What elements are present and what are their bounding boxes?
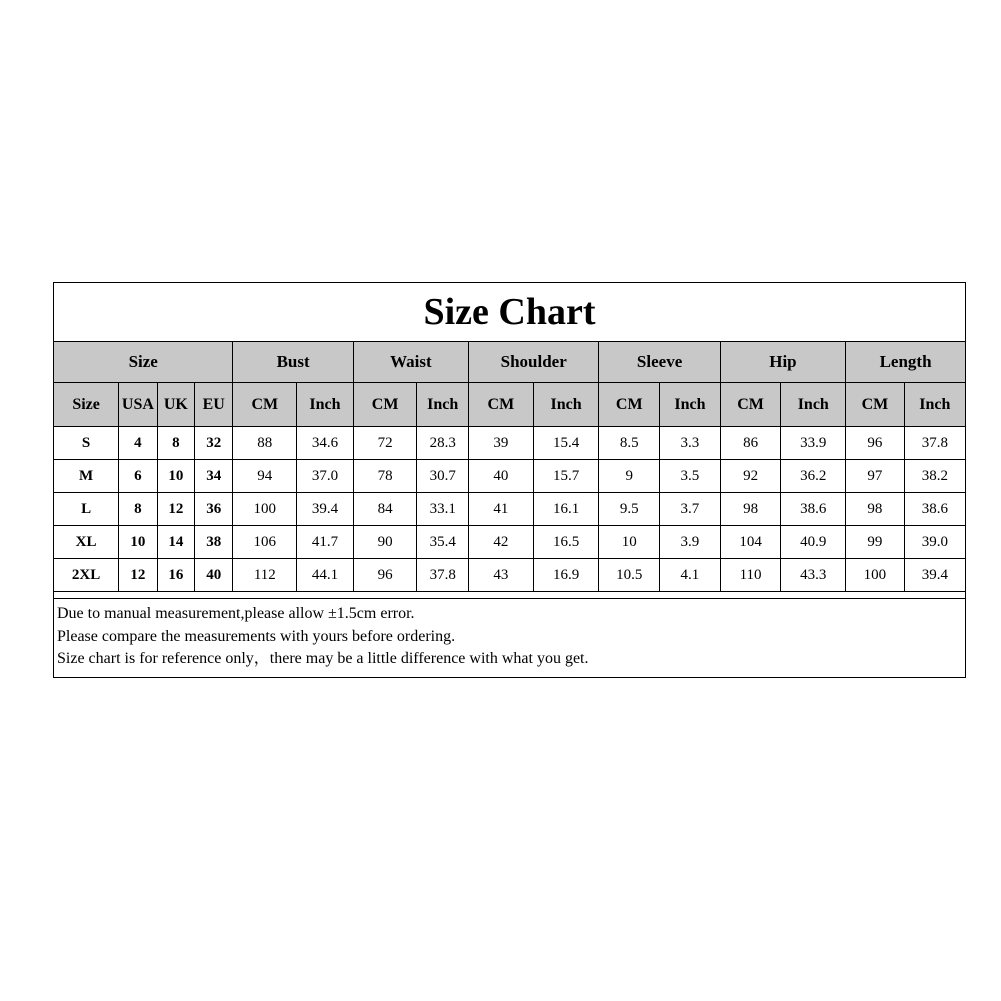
table-cell: 94 [233,460,297,493]
table-cell: 98 [720,493,781,526]
group-header-hip: Hip [720,342,845,383]
table-cell: 40.9 [781,526,846,559]
table-cell: M [54,460,119,493]
table-row [54,460,965,493]
table-cell: 78 [353,460,417,493]
table-cell: 100 [846,559,905,592]
group-header-shoulder: Shoulder [469,342,599,383]
table-cell: 99 [846,526,905,559]
sub-header: Inch [297,383,354,427]
table-cell: 28.3 [417,427,469,460]
note-line: Due to manual measurement,please allow ±1.5cm error. [57,605,415,622]
table-cell: 36.2 [781,460,846,493]
table-cell: 10 [157,460,194,493]
table-cell: 42 [469,526,534,559]
table-cell: 30.7 [417,460,469,493]
chart-title: Size Chart [54,283,965,342]
table-cell: 90 [353,526,417,559]
table-cell: 8 [157,427,194,460]
notes-block [54,598,965,677]
table-cell: 16.9 [533,559,599,592]
table-cell: 33.1 [417,493,469,526]
table-cell: 6 [119,460,157,493]
table-cell: L [54,493,119,526]
table-cell: 10 [599,526,660,559]
sub-header: Inch [533,383,599,427]
table-cell: 37.0 [297,460,354,493]
sub-header: CM [233,383,297,427]
table-cell: 39.0 [904,526,965,559]
table-cell: 40 [195,559,233,592]
table-row [54,427,965,460]
sub-header: USA [119,383,157,427]
size-table [54,342,965,592]
table-cell: XL [54,526,119,559]
table-cell: 10.5 [599,559,660,592]
table-row [54,493,965,526]
table-cell: 40 [469,460,534,493]
sub-header: Inch [660,383,721,427]
table-cell: 9 [599,460,660,493]
sub-header: Inch [904,383,965,427]
table-cell: 2XL [54,559,119,592]
sub-header: EU [195,383,233,427]
table-cell: 12 [157,493,194,526]
sub-header: Size [54,383,119,427]
table-cell: 37.8 [904,427,965,460]
table-cell: 37.8 [417,559,469,592]
table-cell: 43.3 [781,559,846,592]
table-cell: 9.5 [599,493,660,526]
table-cell: 104 [720,526,781,559]
table-cell: 112 [233,559,297,592]
table-cell: 35.4 [417,526,469,559]
table-cell: 39.4 [904,559,965,592]
table-cell: 12 [119,559,157,592]
table-cell: 33.9 [781,427,846,460]
sub-header: CM [599,383,660,427]
table-cell: 88 [233,427,297,460]
sub-header: Inch [417,383,469,427]
table-cell: 43 [469,559,534,592]
group-header-row [54,342,965,383]
table-cell: 72 [353,427,417,460]
table-cell: 3.3 [660,427,721,460]
sub-header: CM [353,383,417,427]
sub-header: CM [720,383,781,427]
table-cell: 15.7 [533,460,599,493]
sub-header: CM [469,383,534,427]
table-cell: 15.4 [533,427,599,460]
table-cell: 44.1 [297,559,354,592]
table-cell: 14 [157,526,194,559]
group-header-sleeve: Sleeve [599,342,720,383]
table-cell: 10 [119,526,157,559]
group-header-bust: Bust [233,342,353,383]
sub-header: CM [846,383,905,427]
table-cell: 39 [469,427,534,460]
table-cell: 16 [157,559,194,592]
table-cell: 98 [846,493,905,526]
table-cell: 110 [720,559,781,592]
table-cell: 41 [469,493,534,526]
table-cell: 34 [195,460,233,493]
sub-header: Inch [781,383,846,427]
table-cell: 100 [233,493,297,526]
table-cell: 16.1 [533,493,599,526]
table-cell: 4 [119,427,157,460]
table-cell: 16.5 [533,526,599,559]
table-cell: 3.9 [660,526,721,559]
group-header-size: Size [54,342,233,383]
table-cell: 38 [195,526,233,559]
size-chart-sheet [53,282,966,678]
table-cell: 38.2 [904,460,965,493]
table-cell: 8.5 [599,427,660,460]
table-cell: 96 [353,559,417,592]
table-row [54,526,965,559]
table-cell: 3.5 [660,460,721,493]
table-cell: 84 [353,493,417,526]
sub-header: UK [157,383,194,427]
note-line: Please compare the measurements with yours before ordering. [57,627,456,645]
table-cell: 36 [195,493,233,526]
table-cell: 106 [233,526,297,559]
table-cell: 92 [720,460,781,493]
table-cell: S [54,427,119,460]
table-row [54,559,965,592]
group-header-waist: Waist [353,342,468,383]
table-cell: 34.6 [297,427,354,460]
sub-header-row [54,383,965,427]
table-cell: 41.7 [297,526,354,559]
table-cell: 3.7 [660,493,721,526]
table-cell: 4.1 [660,559,721,592]
table-cell: 32 [195,427,233,460]
table-cell: 8 [119,493,157,526]
table-cell: 38.6 [904,493,965,526]
table-cell: 96 [846,427,905,460]
note-line: Size chart is for reference only，there may be a little difference with what you get. [57,650,589,667]
table-cell: 39.4 [297,493,354,526]
table-cell: 86 [720,427,781,460]
table-cell: 38.6 [781,493,846,526]
table-cell: 97 [846,460,905,493]
group-header-length: Length [846,342,965,383]
